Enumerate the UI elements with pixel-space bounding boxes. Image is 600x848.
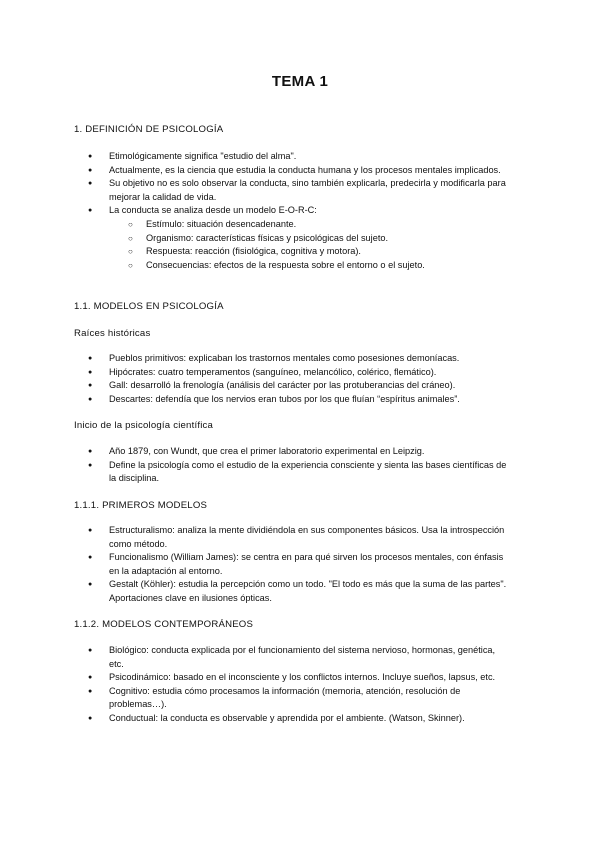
list-item: ● Año 1879, con Wundt, que crea el primer laboratorio experimental en Leipzig. (0, 445, 511, 459)
raices-list (0, 352, 600, 406)
list-item: ● Etimológicamente significa "estudio del alma". (0, 150, 511, 164)
subheading-inicio: Inicio de la psicología científica (74, 420, 214, 431)
list-item: ● Su objetivo no es solo observar la conducta, sino también explicarla, predecirla y modificarla para mejorar la calidad de vida. (0, 177, 511, 204)
list-item: ● Actualmente, es la ciencia que estudia la conducta humana y los procesos mentales implicados. (0, 164, 511, 178)
heading-primeros-modelos: 1.1.1. PRIMEROS MODELOS (74, 500, 208, 511)
list-item: ● Psicodinámico: basado en el inconsciente y los conflictos internos. Incluye sueños, lapsus, etc. (0, 671, 511, 685)
heading-modelos: 1.1. MODELOS EN PSICOLOGÍA (74, 301, 224, 312)
sub-list-item: ○ Organismo: características físicas y psicológicas del sujeto. (0, 232, 511, 246)
page-title: TEMA 1 (271, 73, 329, 90)
sub-list-item: ○ Estímulo: situación desencadenante. (0, 218, 511, 232)
list-item: ● Conductual: la conducta es observable y aprendida por el ambiente. (Watson, Skinner). (0, 712, 511, 726)
list-item: ● Cognitivo: estudia cómo procesamos la información (memoria, atención, resolución de problemas…). (0, 685, 511, 712)
sub-list-item: ○ Respuesta: reacción (fisiológica, cognitiva y motora). (0, 245, 511, 259)
heading-modelos-contemporaneos: 1.1.2. MODELOS CONTEMPORÁNEOS (74, 619, 254, 630)
definicion-list (0, 150, 600, 272)
list-item: ● Gestalt (Köhler): estudia la percepción como un todo. "El todo es más que la suma de las partes". Aportaciones clave en ilusiones ópticas. (0, 578, 511, 605)
list-item: ● Pueblos primitivos: explicaban los trastornos mentales como posesiones demoníacas. (0, 352, 511, 366)
list-item: ● Funcionalismo (William James): se centra en para qué sirven los procesos mentales, con énfasis en la adaptación al entorno. (0, 551, 511, 578)
list-item: ● Hipócrates: cuatro temperamentos (sanguíneo, melancólico, colérico, flemático). (0, 366, 511, 380)
list-item: ● La conducta se analiza desde un modelo E-O-R-C: (0, 204, 511, 218)
list-item: ● Estructuralismo: analiza la mente dividiéndola en sus componentes básicos. Usa la introspección como método. (0, 524, 511, 551)
list-item: ● Biológico: conducta explicada por el funcionamiento del sistema nervioso, hormonas, genética, etc. (0, 644, 511, 671)
primeros-modelos-list (0, 524, 600, 606)
subheading-raices: Raíces históricas (74, 328, 151, 339)
heading-definicion: 1. DEFINICIÓN DE PSICOLOGÍA (74, 124, 224, 135)
modelos-contemporaneos-list (0, 644, 600, 726)
list-item: ● Define la psicología como el estudio de la experiencia consciente y sienta las bases científicas de la disciplina. (0, 459, 511, 486)
list-item: ● Gall: desarrolló la frenología (análisis del carácter por las protuberancias del cráneo). (0, 379, 511, 393)
sub-list-item: ○ Consecuencias: efectos de la respuesta sobre el entorno o el sujeto. (0, 259, 511, 273)
inicio-list (0, 445, 600, 486)
list-item: ● Descartes: defendía que los nervios eran tubos por los que fluían “espíritus animales”. (0, 393, 511, 407)
